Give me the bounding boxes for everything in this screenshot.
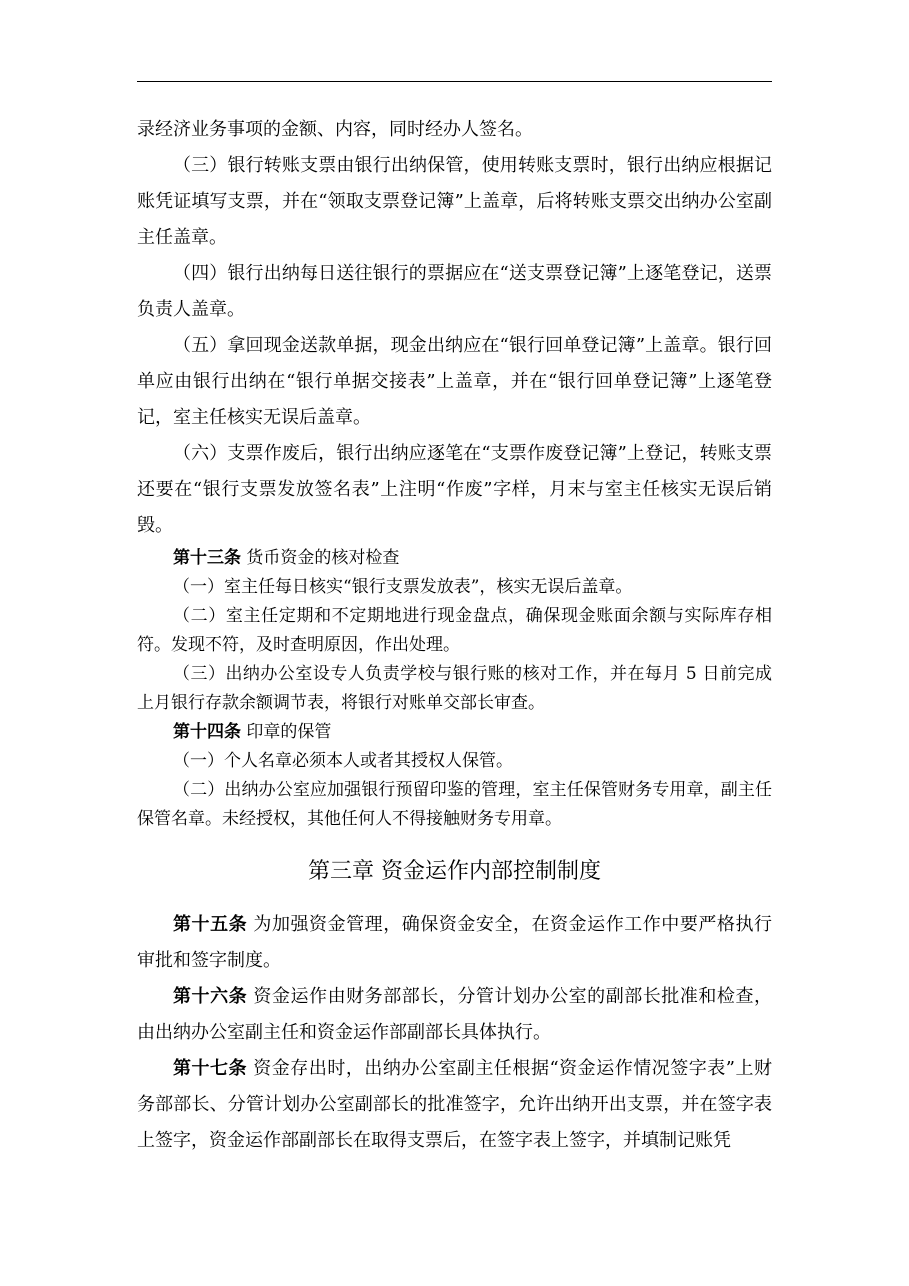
article-heading: 第十四条 xyxy=(173,722,241,742)
paragraph: （一）室主任每日核实“银行支票发放表”，核实无误后盖章。 xyxy=(173,577,633,597)
article-15 xyxy=(137,907,772,979)
article-13 xyxy=(137,544,772,573)
article-text: 为加强资金管理，确保资金安全，在资金运作工作中要严格执行审批和签字制度。 xyxy=(137,914,773,971)
article-text: 货币资金的核对检查 xyxy=(241,548,400,568)
paragraph: （二）室主任定期和不定期地进行现金盘点，确保现金账面余额与实际库存相符。发现不符，及时查明原因，作出处理。 xyxy=(137,606,772,655)
header-rule xyxy=(137,81,772,82)
paragraph: （三）银行转账支票由银行出纳保管，使用转账支票时，银行出纳应根据记账凭证填写支票，并在“领取支票登记簿”上盖章，后将转账支票交出纳办公室副主任盖章。 xyxy=(137,155,772,248)
article-14 xyxy=(137,718,772,747)
chapter-title: 第三章 资金运作内部控制制度 xyxy=(308,859,601,884)
paragraph: （二）出纳办公室应加强银行预留印鉴的管理，室主任保管财务专用章，副主任保管名章。未经授权，其他任何人不得接触财务专用章。 xyxy=(137,780,772,829)
article-16 xyxy=(137,979,772,1051)
article-text: 印章的保管 xyxy=(241,722,332,742)
paragraph: （一）个人名章必须本人或者其授权人保管。 xyxy=(173,751,513,771)
paragraph: （四）银行出纳每日送往银行的票据应在“送支票登记簿”上逐笔登记，送票负责人盖章。 xyxy=(137,263,772,320)
article-text: 资金运作由财务部部长，分管计划办公室的副部长批准和检查，由出纳办公室副主任和资金运作部副部长具体执行。 xyxy=(137,986,773,1043)
document-body xyxy=(137,112,772,1159)
article-heading: 第十六条 xyxy=(173,986,248,1007)
paragraph: （五）拿回现金送款单据，现金出纳应在“银行回单登记簿”上盖章。银行回单应由银行出纳在“银行单据交接表”上盖章，并在“银行回单登记簿”上逐笔登记，室主任核实无误后盖章。 xyxy=(137,335,772,428)
article-heading: 第十五条 xyxy=(173,914,248,935)
article-17 xyxy=(137,1051,772,1159)
article-text: 资金存出时，出纳办公室副主任根据“资金运作情况签字表”上财务部部长、分管计划办公室副部长的批准签字，允许出纳开出支票，并在签字表上签字，资金运作部副部长在取得支票后，在签字表上签字，并填制记账凭 xyxy=(137,1058,772,1151)
article-heading: 第十三条 xyxy=(173,548,241,568)
paragraph: （三）出纳办公室设专人负责学校与银行账的核对工作，并在每月 5 日前完成上月银行存款余额调节表，将银行对账单交部长审查。 xyxy=(137,664,772,713)
article-heading: 第十七条 xyxy=(173,1058,248,1079)
paragraph: 录经济业务事项的金额、内容，同时经办人签名。 xyxy=(137,119,533,140)
paragraph: （六）支票作废后，银行出纳应逐笔在“支票作废登记簿”上登记，转账支票还要在“银行支票发放签名表”上注明“作废”字样，月末与室主任核实无误后销毁。 xyxy=(137,443,772,536)
